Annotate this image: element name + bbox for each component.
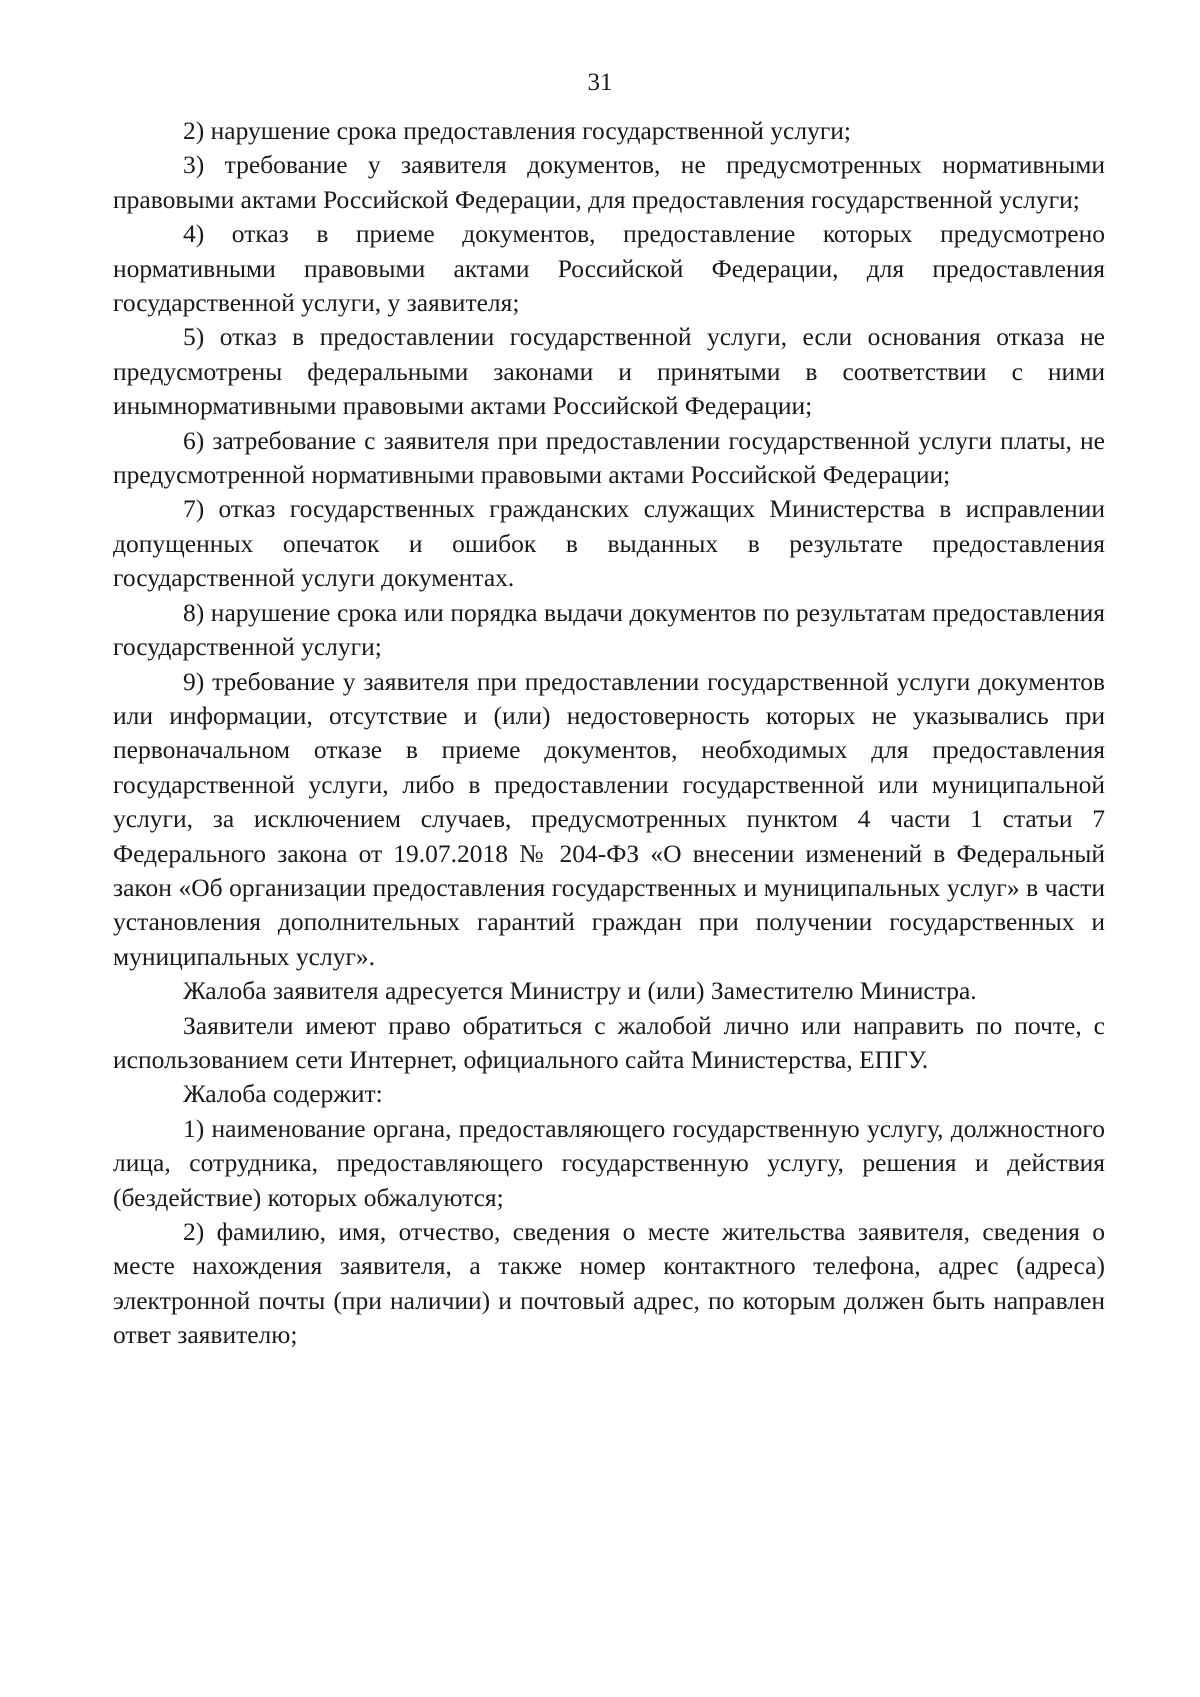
paragraph-item-2: 2) нарушение срока предоставления государственной услуги; (183, 116, 852, 145)
paragraph-item-9: 9) требование у заявителя при предоставлении государственной услуги документов или информации, отсутствие и (или) недостоверность которых не указывались при первоначальном отказе в приеме документов, необходимых для предоставления государственной услуги, либо в предоставлении государственной или муниципальной услуги, за исключением случаев, предусмотренных пунктом 4 части 1 статьи 7 Федерального закона от 19.07.2018 № 204-ФЗ «О внесении изменений в Федеральный закон «Об организации предоставления государственных и муниципальных услуг» в части установления дополнительных гарантий граждан при получении государственных и муниципальных услуг». (113, 666, 1105, 971)
paragraph-complaint-contents-heading: Жалоба содержит: (183, 1079, 383, 1109)
paragraph-item-4: 4) отказ в приеме документов, предоставление которых предусмотрено нормативными правовыми актами Российской Федерации, для предоставления государственной услуги, у заявителя; (113, 219, 1105, 318)
page-number: 31 (587, 69, 613, 96)
document-body (113, 114, 1105, 1353)
paragraph-item-6: 6) затребование с заявителя при предоставлении государственной услуги платы, не предусмотренной нормативными правовыми актами Российской Федерации; (113, 425, 1105, 490)
paragraph-complaint-channels: Заявители имеют право обратиться с жалобой лично или направить по почте, с использованием сети Интернет, официального сайта Министерства, ЕПГУ. (113, 1010, 1105, 1074)
paragraph-item-3: 3) требование у заявителя документов, не предусмотренных нормативными правовыми актами Российской Федерации, для предоставления государственной услуги; (113, 150, 1105, 214)
paragraph-item-7: 7) отказ государственных гражданских служащих Министерства в исправлении допущенных опечаток и ошибок в выданных в результате предоставления государственной услуги документах. (113, 494, 1105, 593)
paragraph-item-8: 8) нарушение срока или порядка выдачи документов по результатам предоставления государственной услуги; (113, 597, 1105, 662)
paragraph-contents-item-1: 1) наименование органа, предоставляющего государственную услугу, должностного лица, сотрудника, предоставляющего государственную услугу, решения и действия (бездействие) которых обжалуются; (113, 1113, 1105, 1212)
paragraph-contents-item-2: 2) фамилию, имя, отчество, сведения о месте жительства заявителя, сведения о месте нахождения заявителя, а также номер контактного телефона, адрес (адреса) электронной почты (при наличии) и почтовый адрес, по которым должен быть направлен ответ заявителю; (113, 1217, 1105, 1350)
paragraph-complaint-addressee: Жалоба заявителя адресуется Министру и (или) Заместителю Министра. (183, 976, 977, 1006)
paragraph-item-5: 5) отказ в предоставлении государственной услуги, если основания отказа не предусмотрены федеральными законами и принятыми в соответствии с ними инымнормативными правовыми актами Российской Федерации; (113, 322, 1105, 421)
